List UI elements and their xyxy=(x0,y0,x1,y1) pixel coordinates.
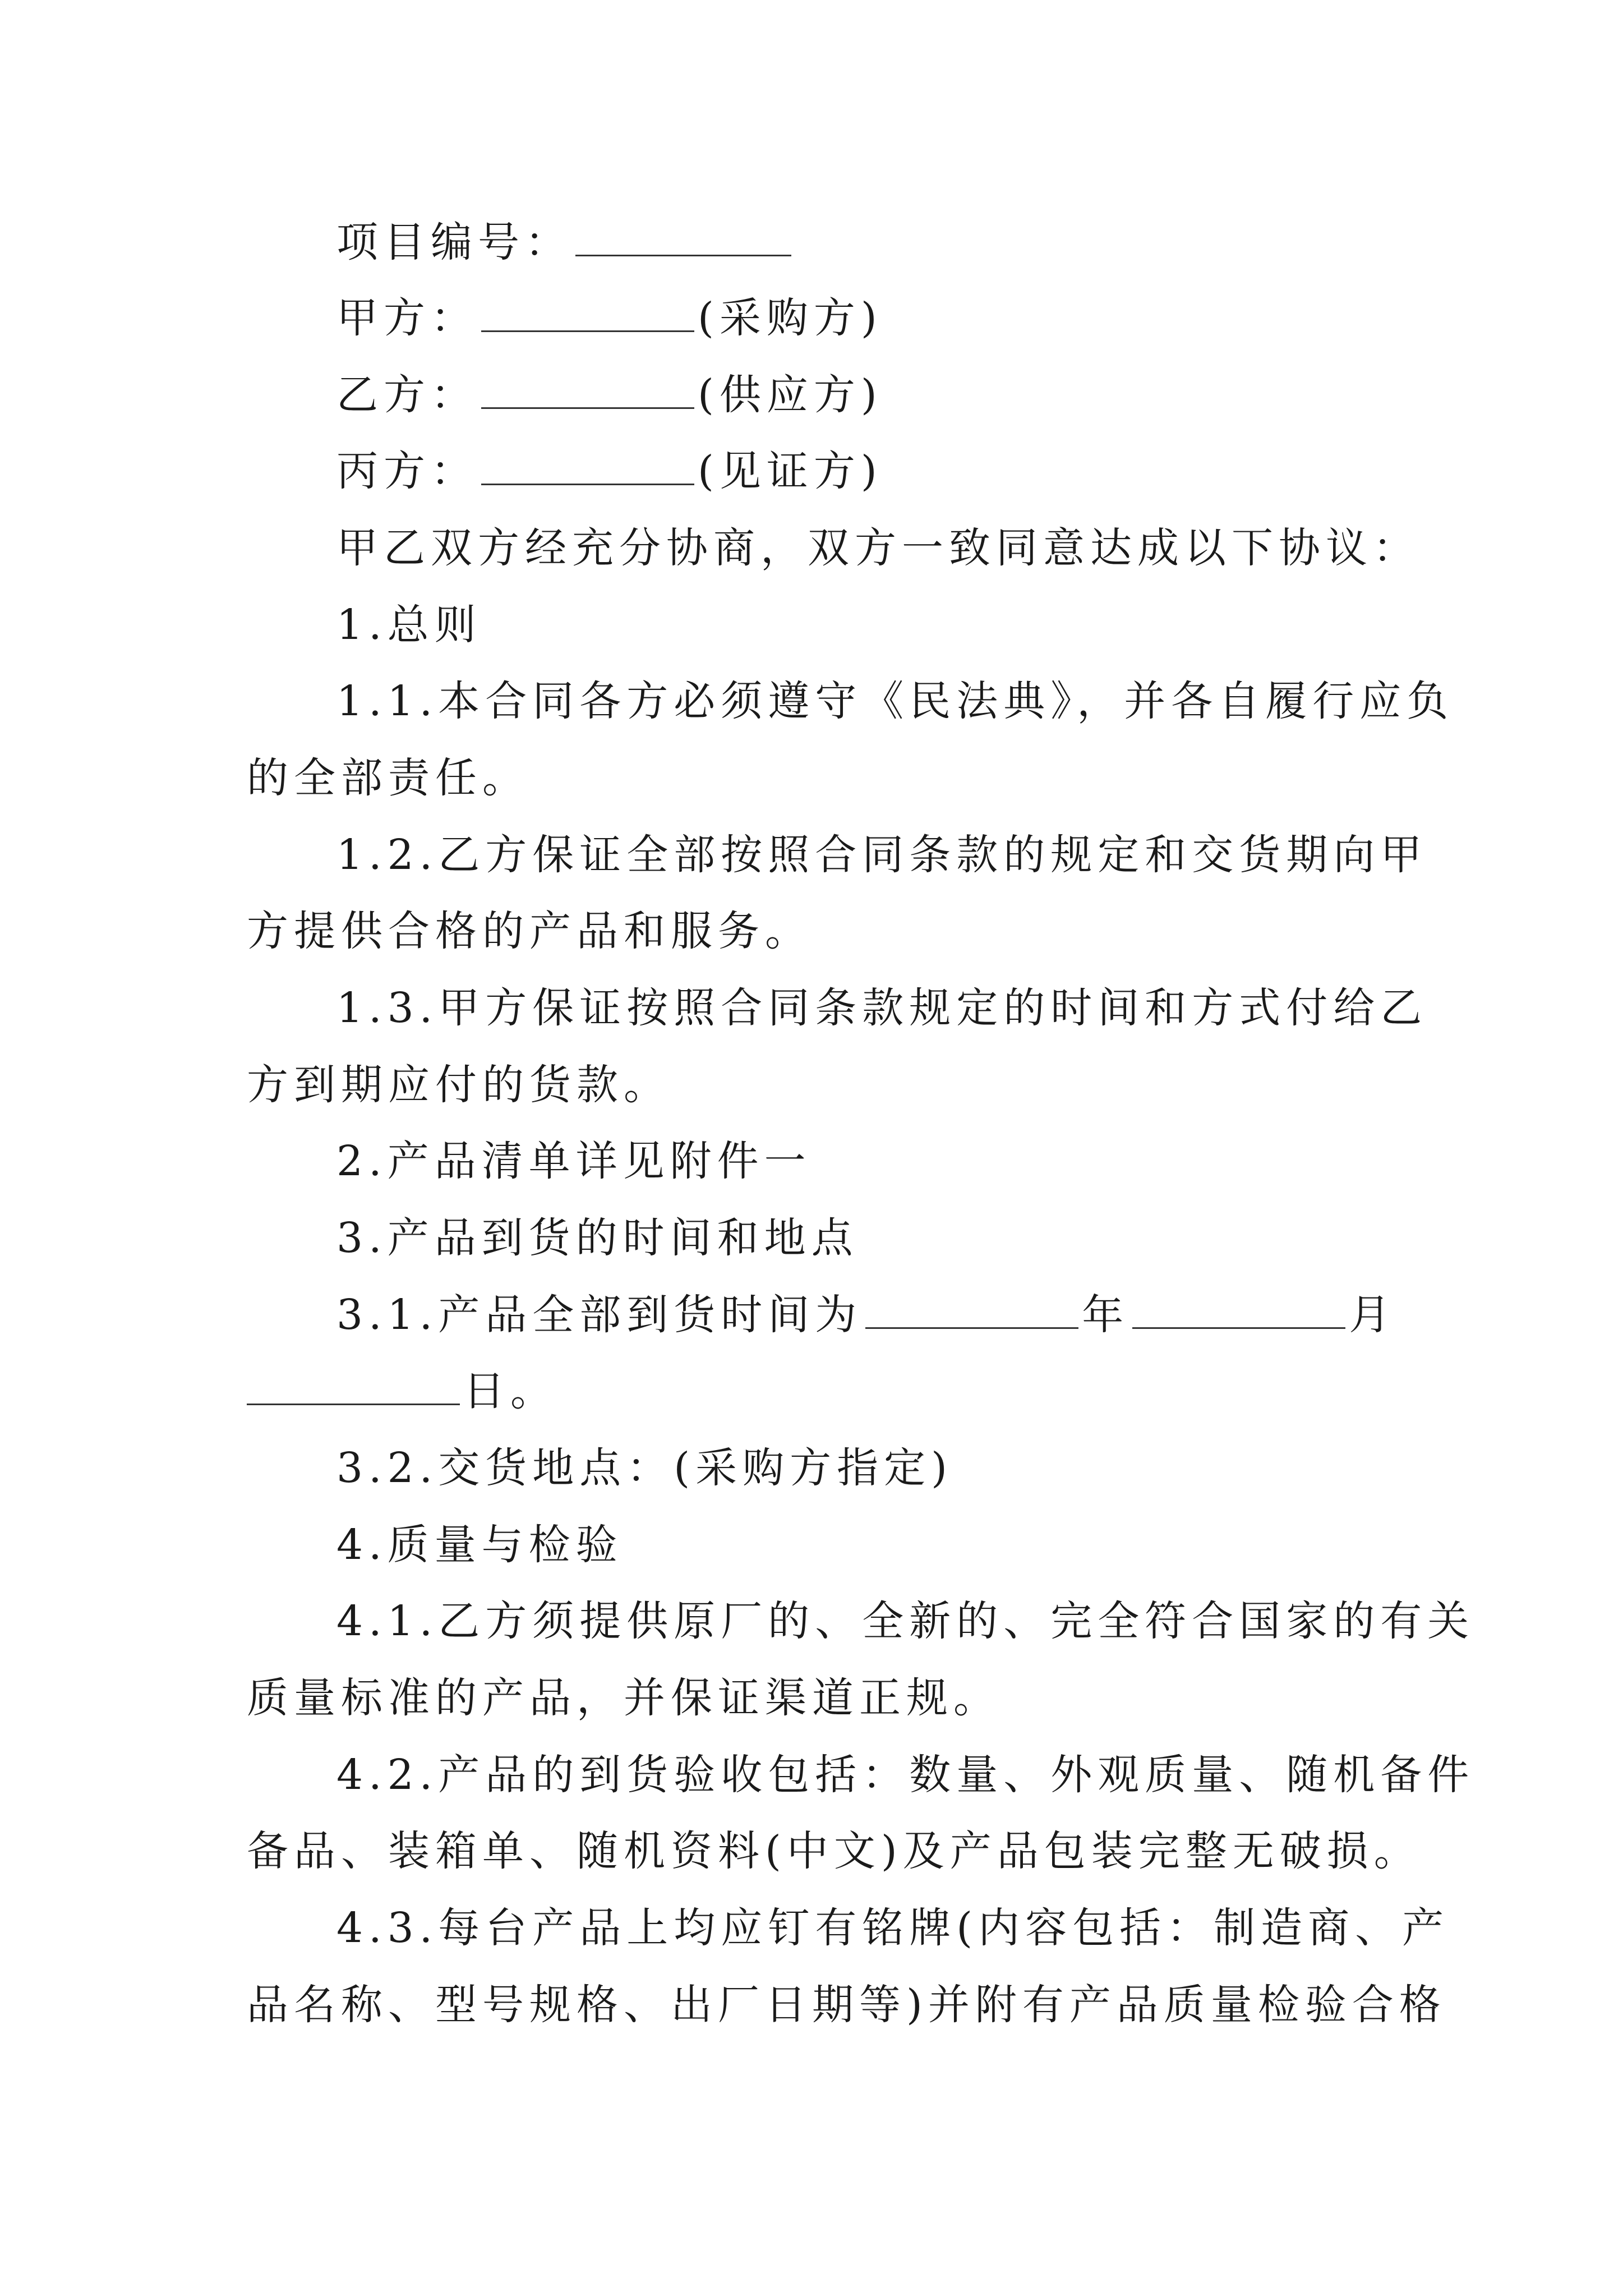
project-number-blank xyxy=(575,252,791,256)
party-a-label: 甲方： xyxy=(336,294,478,342)
clause-3-1-line-1 xyxy=(336,1291,1396,1339)
day-label: 日。 xyxy=(463,1367,557,1415)
party-a-line xyxy=(336,294,883,342)
clause-4-1-line-1: 4.1.乙方须提供原厂的、全新的、完全符合国家的有关 xyxy=(336,1597,1475,1645)
party-b-role: (供应方) xyxy=(698,371,883,419)
clause-1-2-line-1: 1.2.乙方保证全部按照合同条款的规定和交货期向甲 xyxy=(336,831,1428,879)
clause-1-3-line-2: 方到期应付的货款。 xyxy=(247,1061,671,1109)
clause-4-3-line-1: 4.3.每台产品上均应钉有铭牌(内容包括：制造商、产 xyxy=(336,1904,1450,1952)
section-1-heading: 1.总则 xyxy=(336,601,482,649)
clause-1-2-line-2: 方提供合格的产品和服务。 xyxy=(247,907,812,955)
clause-4-2-line-2: 备品、装箱单、随机资料(中文)及产品包装完整无破损。 xyxy=(247,1827,1421,1875)
section-2-heading: 2.产品清单详见附件一 xyxy=(336,1137,811,1185)
year-label: 年 xyxy=(1082,1291,1129,1339)
clause-4-1-line-2: 质量标准的产品，并保证渠道正规。 xyxy=(247,1674,1000,1722)
party-a-role: (采购方) xyxy=(698,294,883,342)
clause-3-1-line-2 xyxy=(247,1367,557,1415)
clause-4-3-line-2: 品名称、型号规格、出厂日期等)并附有产品质量检验合格 xyxy=(247,1981,1446,2029)
project-number-line xyxy=(336,218,795,266)
party-c-label: 丙方： xyxy=(336,447,478,495)
section-4-heading: 4.质量与检验 xyxy=(336,1521,623,1569)
clause-1-1-line-1: 1.1.本合同各方必须遵守《民法典》，并各自履行应负 xyxy=(336,677,1454,725)
clause-1-1-line-2: 的全部责任。 xyxy=(247,754,529,802)
clause-3-2: 3.2.交货地点：(采购方指定) xyxy=(336,1444,953,1492)
day-blank xyxy=(247,1401,460,1405)
month-label: 月 xyxy=(1349,1291,1396,1339)
party-b-blank xyxy=(481,405,694,409)
clause-4-2-line-1: 4.2.产品的到货验收包括：数量、外观质量、随机备件 xyxy=(336,1751,1475,1799)
year-blank xyxy=(865,1325,1078,1329)
party-c-line xyxy=(336,447,883,495)
party-b-label: 乙方： xyxy=(336,371,478,419)
party-c-role: (见证方) xyxy=(698,447,883,495)
month-blank xyxy=(1132,1325,1345,1329)
section-3-heading: 3.产品到货的时间和地点 xyxy=(336,1214,859,1262)
clause-3-1-prefix: 3.1.产品全部到货时间为 xyxy=(336,1291,863,1339)
party-c-blank xyxy=(481,481,694,485)
party-a-blank xyxy=(481,328,694,332)
clause-1-3-line-1: 1.3.甲方保证按照合同条款规定的时间和方式付给乙 xyxy=(336,984,1428,1032)
party-b-line xyxy=(336,371,883,419)
intro-paragraph: 甲乙双方经充分协商，双方一致同意达成以下协议： xyxy=(336,524,1420,572)
project-number-label: 项目编号： xyxy=(336,218,572,266)
